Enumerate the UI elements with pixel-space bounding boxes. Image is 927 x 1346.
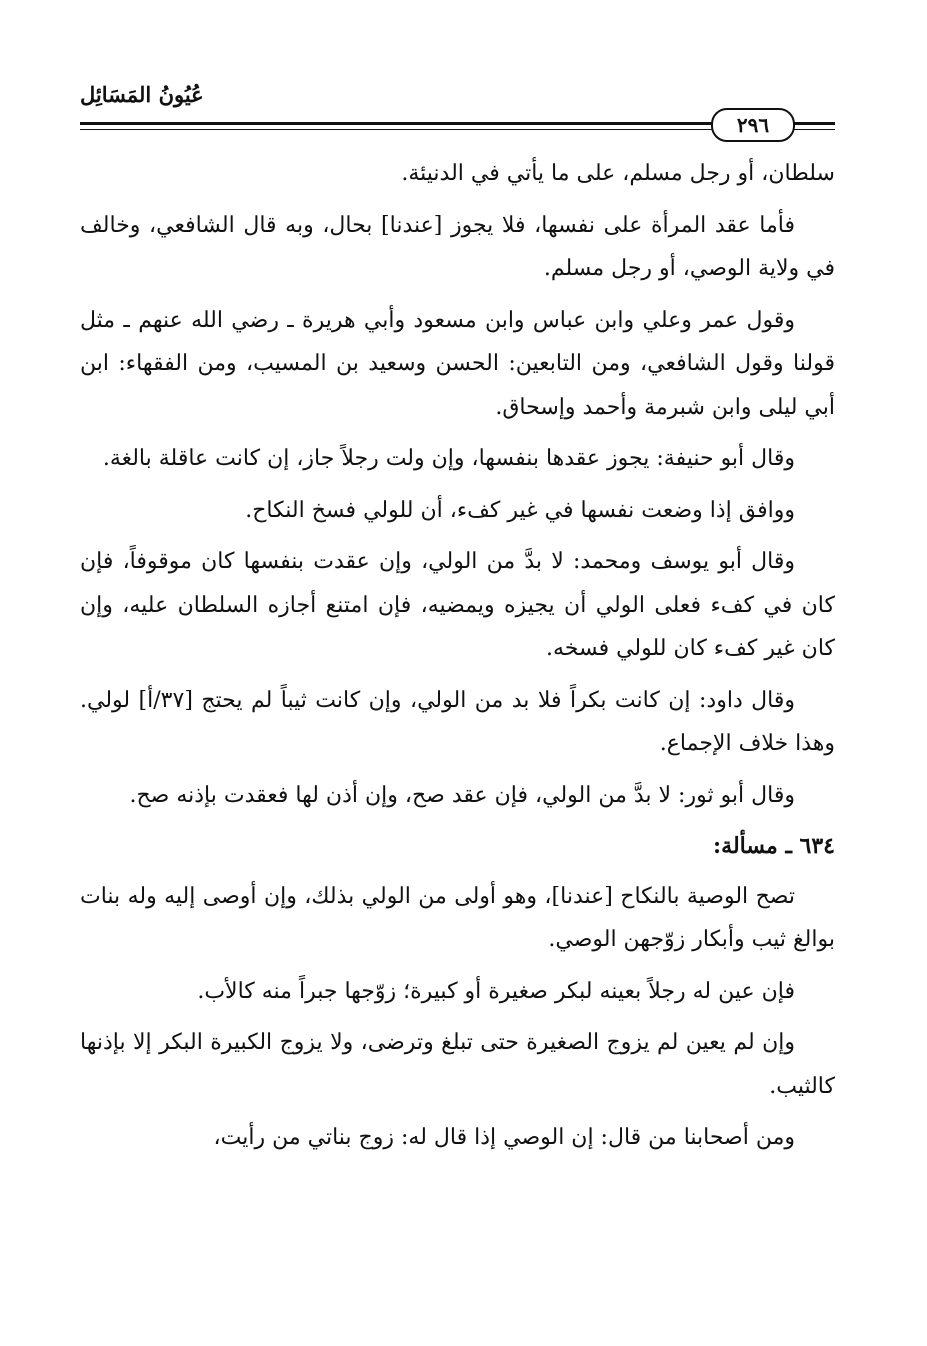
section-heading: ٦٣٤ ـ مسألة:: [713, 833, 835, 859]
paragraph: ومن أصحابنا من قال: إن الوصي إذا قال له: زوج بناتي من رأيت،: [213, 1125, 795, 1150]
paragraph: وقال داود: إن كانت بكراً فلا بد من الولي، وإن كانت ثيباً لم يحتج [٣٧/أ] لولي. وهذا خلاف الإجماع.: [80, 687, 835, 756]
paragraph: تصح الوصية بالنكاح [عندنا]، وهو أولى من الولي بذلك، وإن أوصى إليه وله بنات بوالغ ثيب وأبكار زوّجهن الوصي.: [80, 883, 835, 952]
page-body: [80, 152, 835, 1326]
paragraph: ووافق إذا وضعت نفسها في غير كفء، أن للولي فسخ النكاح.: [245, 497, 795, 523]
paragraph: وقال أبو يوسف ومحمد: لا بدَّ من الولي، وإن عقدت بنفسها كان موقوفاً، فإن كان في كفء فعلى الولي أن يجيزه ويمضيه، فإن امتنع أجازه السلطان عليه، وإن كان غير كفء كان للولي فسخه.: [80, 549, 835, 661]
paragraph: سلطان، أو رجل مسلم، على ما يأتي في الدنيئة.: [401, 161, 835, 186]
paragraph: وإن لم يعين لم يزوج الصغيرة حتى تبلغ وترضى، ولا يزوج الكبيرة البكر إلا بإذنها كالثيب.: [80, 1030, 835, 1099]
page-header: [80, 82, 835, 152]
paragraph: فأما عقد المرأة على نفسها، فلا يجوز [عندنا] بحال، وبه قال الشافعي، وخالف في ولاية الوصي، أو رجل مسلم.: [80, 212, 835, 281]
book-title: عُيُونُ المَسَائِل: [80, 82, 204, 107]
paragraph: وقال أبو حنيفة: يجوز عقدها بنفسها، وإن ولت رجلاً جاز، إن كانت عاقلة بالغة.: [102, 446, 795, 471]
paragraph: فإن عين له رجلاً بعينه لبكر صغيرة أو كبيرة؛ زوّجها جبراً منه كالأب.: [197, 978, 795, 1004]
page-number: ٢٩٦: [711, 108, 795, 142]
paragraph: وقال أبو ثور: لا بدَّ من الولي، فإن عقد صح، وإن أذن لها فعقدت بإذنه صح.: [129, 782, 795, 808]
paragraph: وقول عمر وعلي وابن عباس وابن مسعود وأبي هريرة ـ رضي الله عنهم ـ مثل قولنا وقول الشافعي، ومن التابعين: الحسن وسعيد بن المسيب، ومن الفقهاء: ابن أبي ليلى وابن شبرمة وأحمد وإسحاق.: [80, 307, 835, 420]
